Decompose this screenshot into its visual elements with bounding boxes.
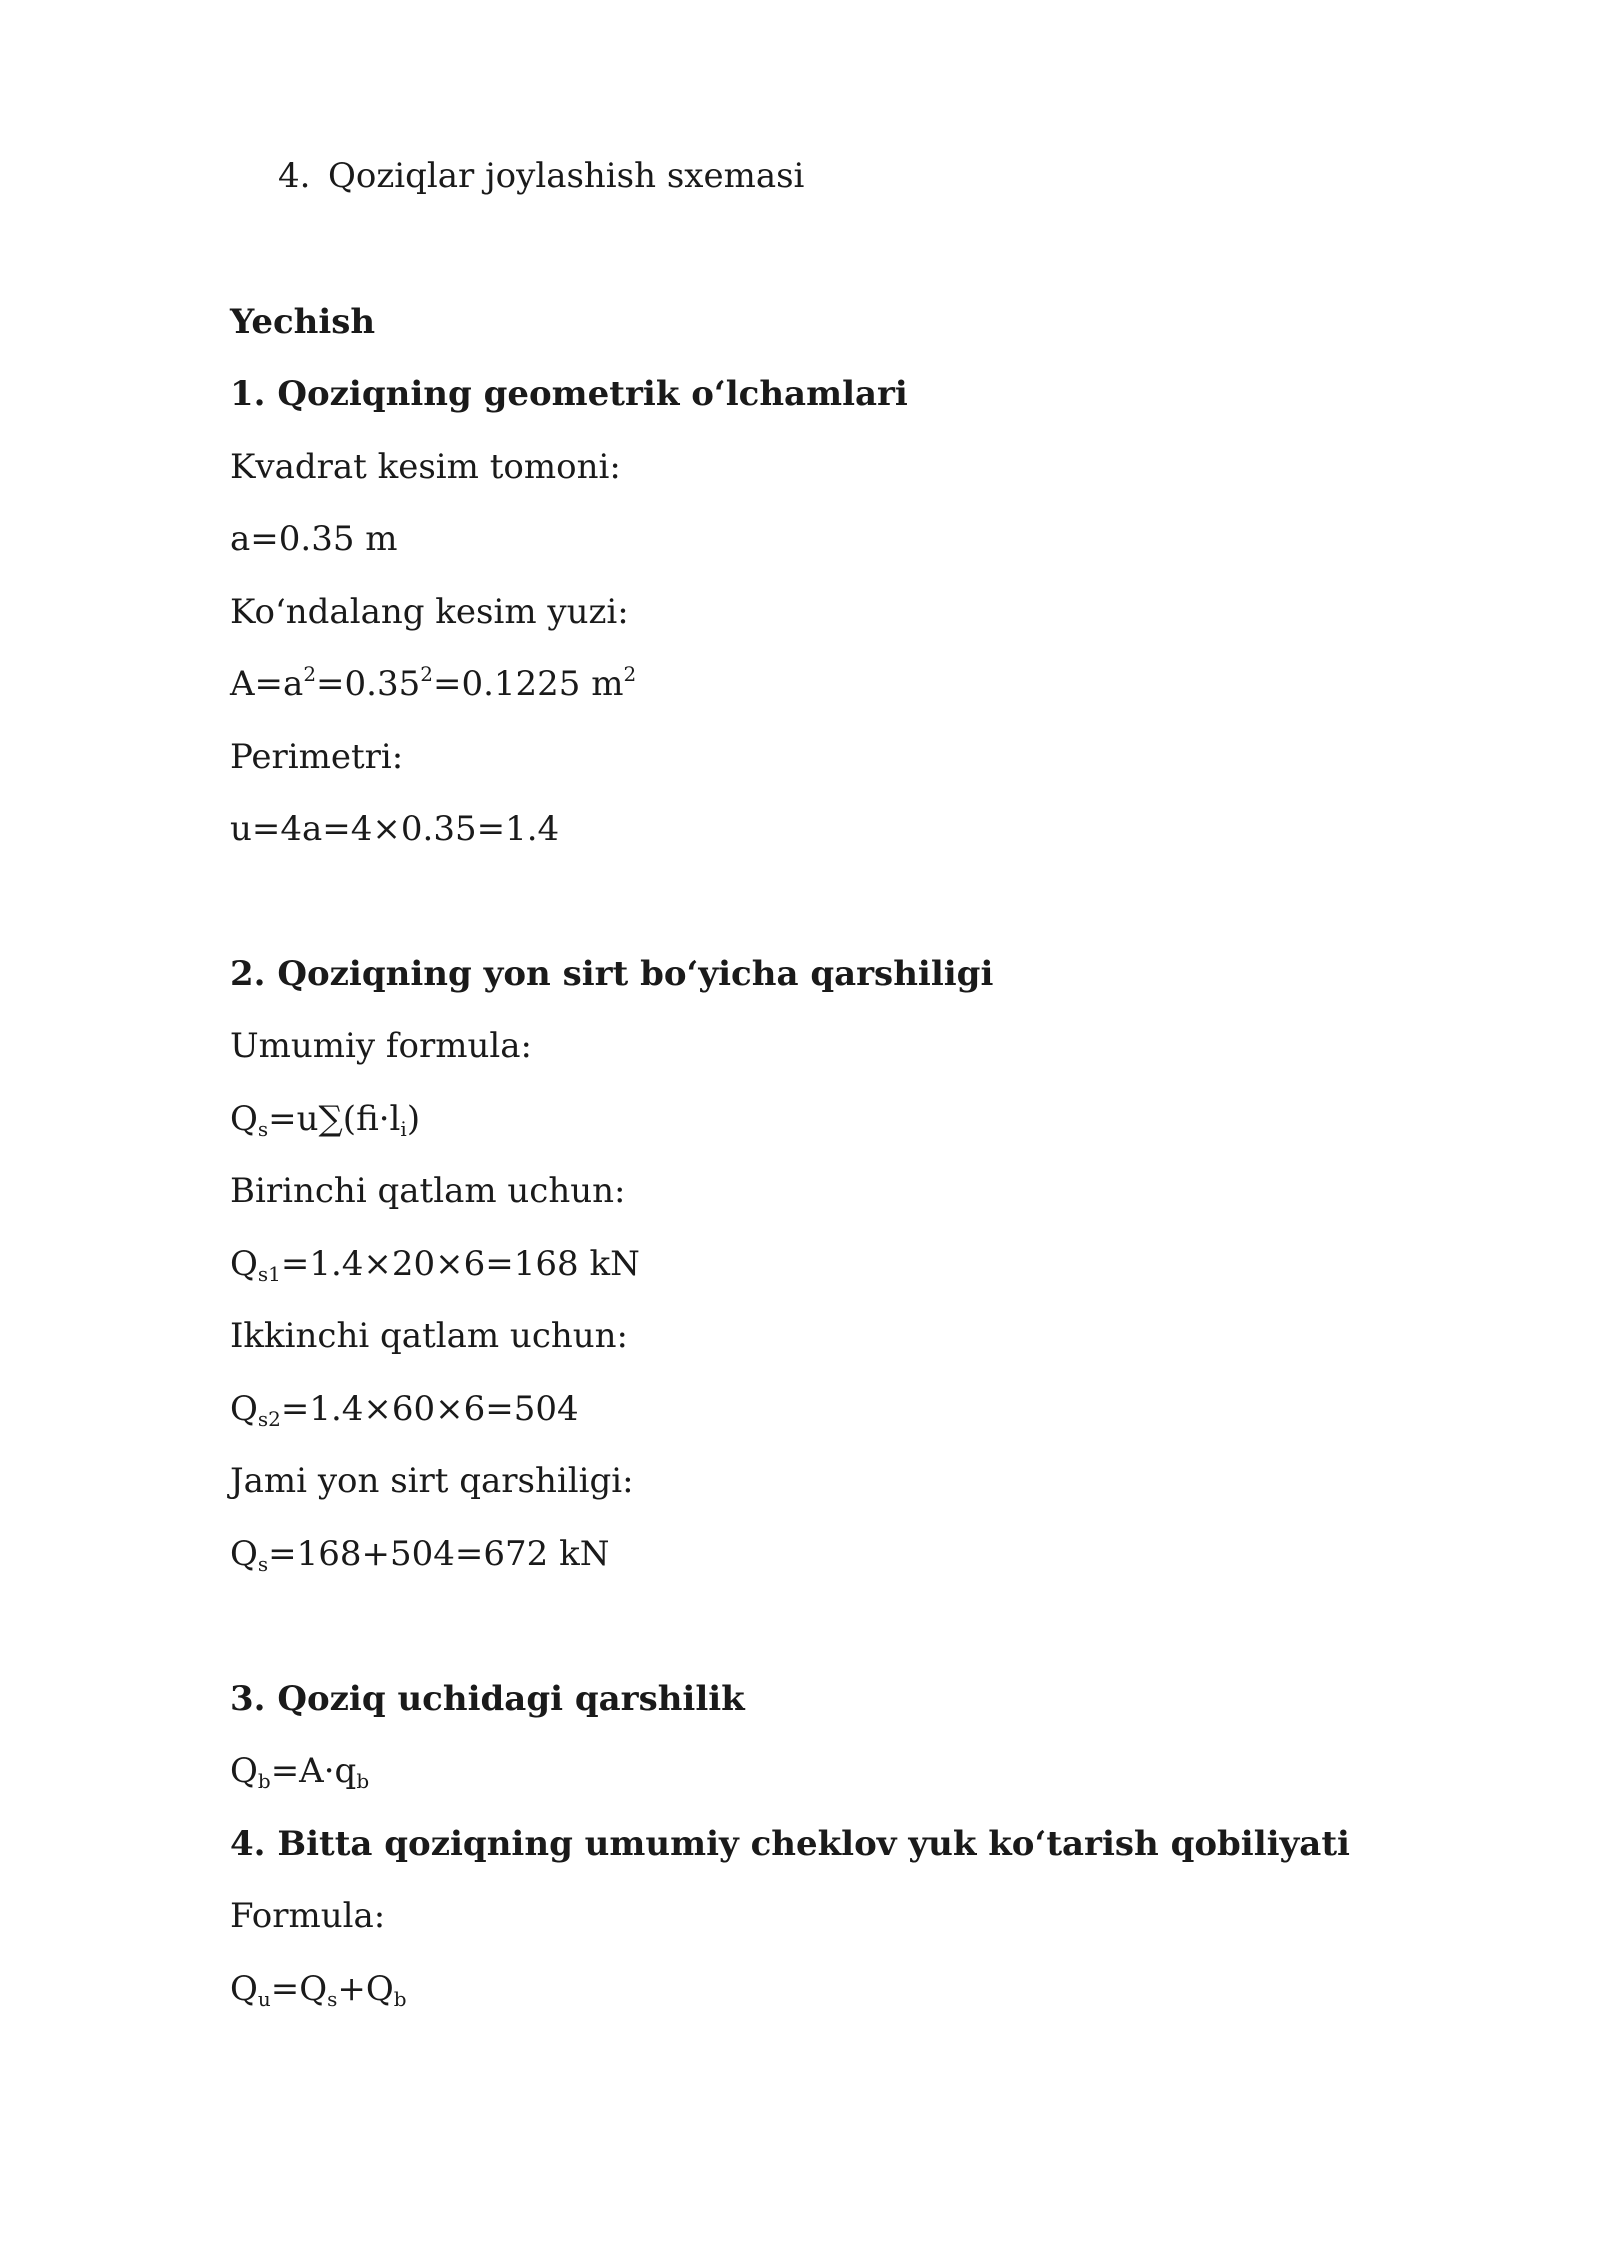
tip-resistance-equation: $Q_b=A\cdot q_b$ — [230, 1751, 370, 1793]
side-equation: a=0.35 m — [230, 519, 398, 559]
layer1-label: Birinchi qatlam uchun: — [230, 1171, 626, 1211]
capacity-equation: $Q_u=Q_s+Q_b$ — [230, 1969, 407, 2011]
total-label: Jami yon sirt qarshiligi: — [230, 1461, 634, 1501]
total-equation: $Q_s=168+504=672$ kN — [230, 1534, 610, 1576]
perimeter-equation: u=4a=4×0.35=1.4 — [230, 809, 560, 849]
section2-heading: 2. Qoziqning yon sirt bo‘yicha qarshiligi — [230, 954, 994, 994]
layer2-label: Ikkinchi qatlam uchun: — [230, 1316, 629, 1356]
area-label: Ko‘ndalang kesim yuzi: — [230, 592, 629, 632]
section3-heading: 3. Qoziq uchidagi qarshilik — [230, 1679, 745, 1719]
solution-title: Yechish — [230, 302, 376, 342]
layer2-equation: $Q_{s2}=1.4\times 60\times 6=504$ — [230, 1389, 579, 1431]
side-label: Kvadrat kesim tomoni: — [230, 447, 621, 487]
general-formula-equation: $Q_s=u\sum(fi\cdot l_i)$ — [230, 1099, 421, 1141]
general-formula-label: Umumiy formula: — [230, 1026, 532, 1066]
list-item-text: Qoziqlar joylashish sxemasi — [328, 156, 805, 196]
formula-label: Formula: — [230, 1896, 386, 1936]
layer1-equation: $Q_{s1}=1.4\times 20\times 6=168$ kN — [230, 1244, 640, 1286]
section1-heading: 1. Qoziqning geometrik o‘lchamlari — [230, 374, 908, 414]
perimeter-label: Perimetri: — [230, 737, 404, 777]
area-equation: $A=a^2=0.35^2=0.1225$ $m^2$ — [230, 662, 637, 704]
list-item-number: 4. — [278, 156, 311, 196]
list-item-4 — [278, 154, 804, 198]
section4-heading: 4. Bitta qoziqning umumiy cheklov yuk ko‘tarish qobiliyati — [230, 1824, 1350, 1864]
